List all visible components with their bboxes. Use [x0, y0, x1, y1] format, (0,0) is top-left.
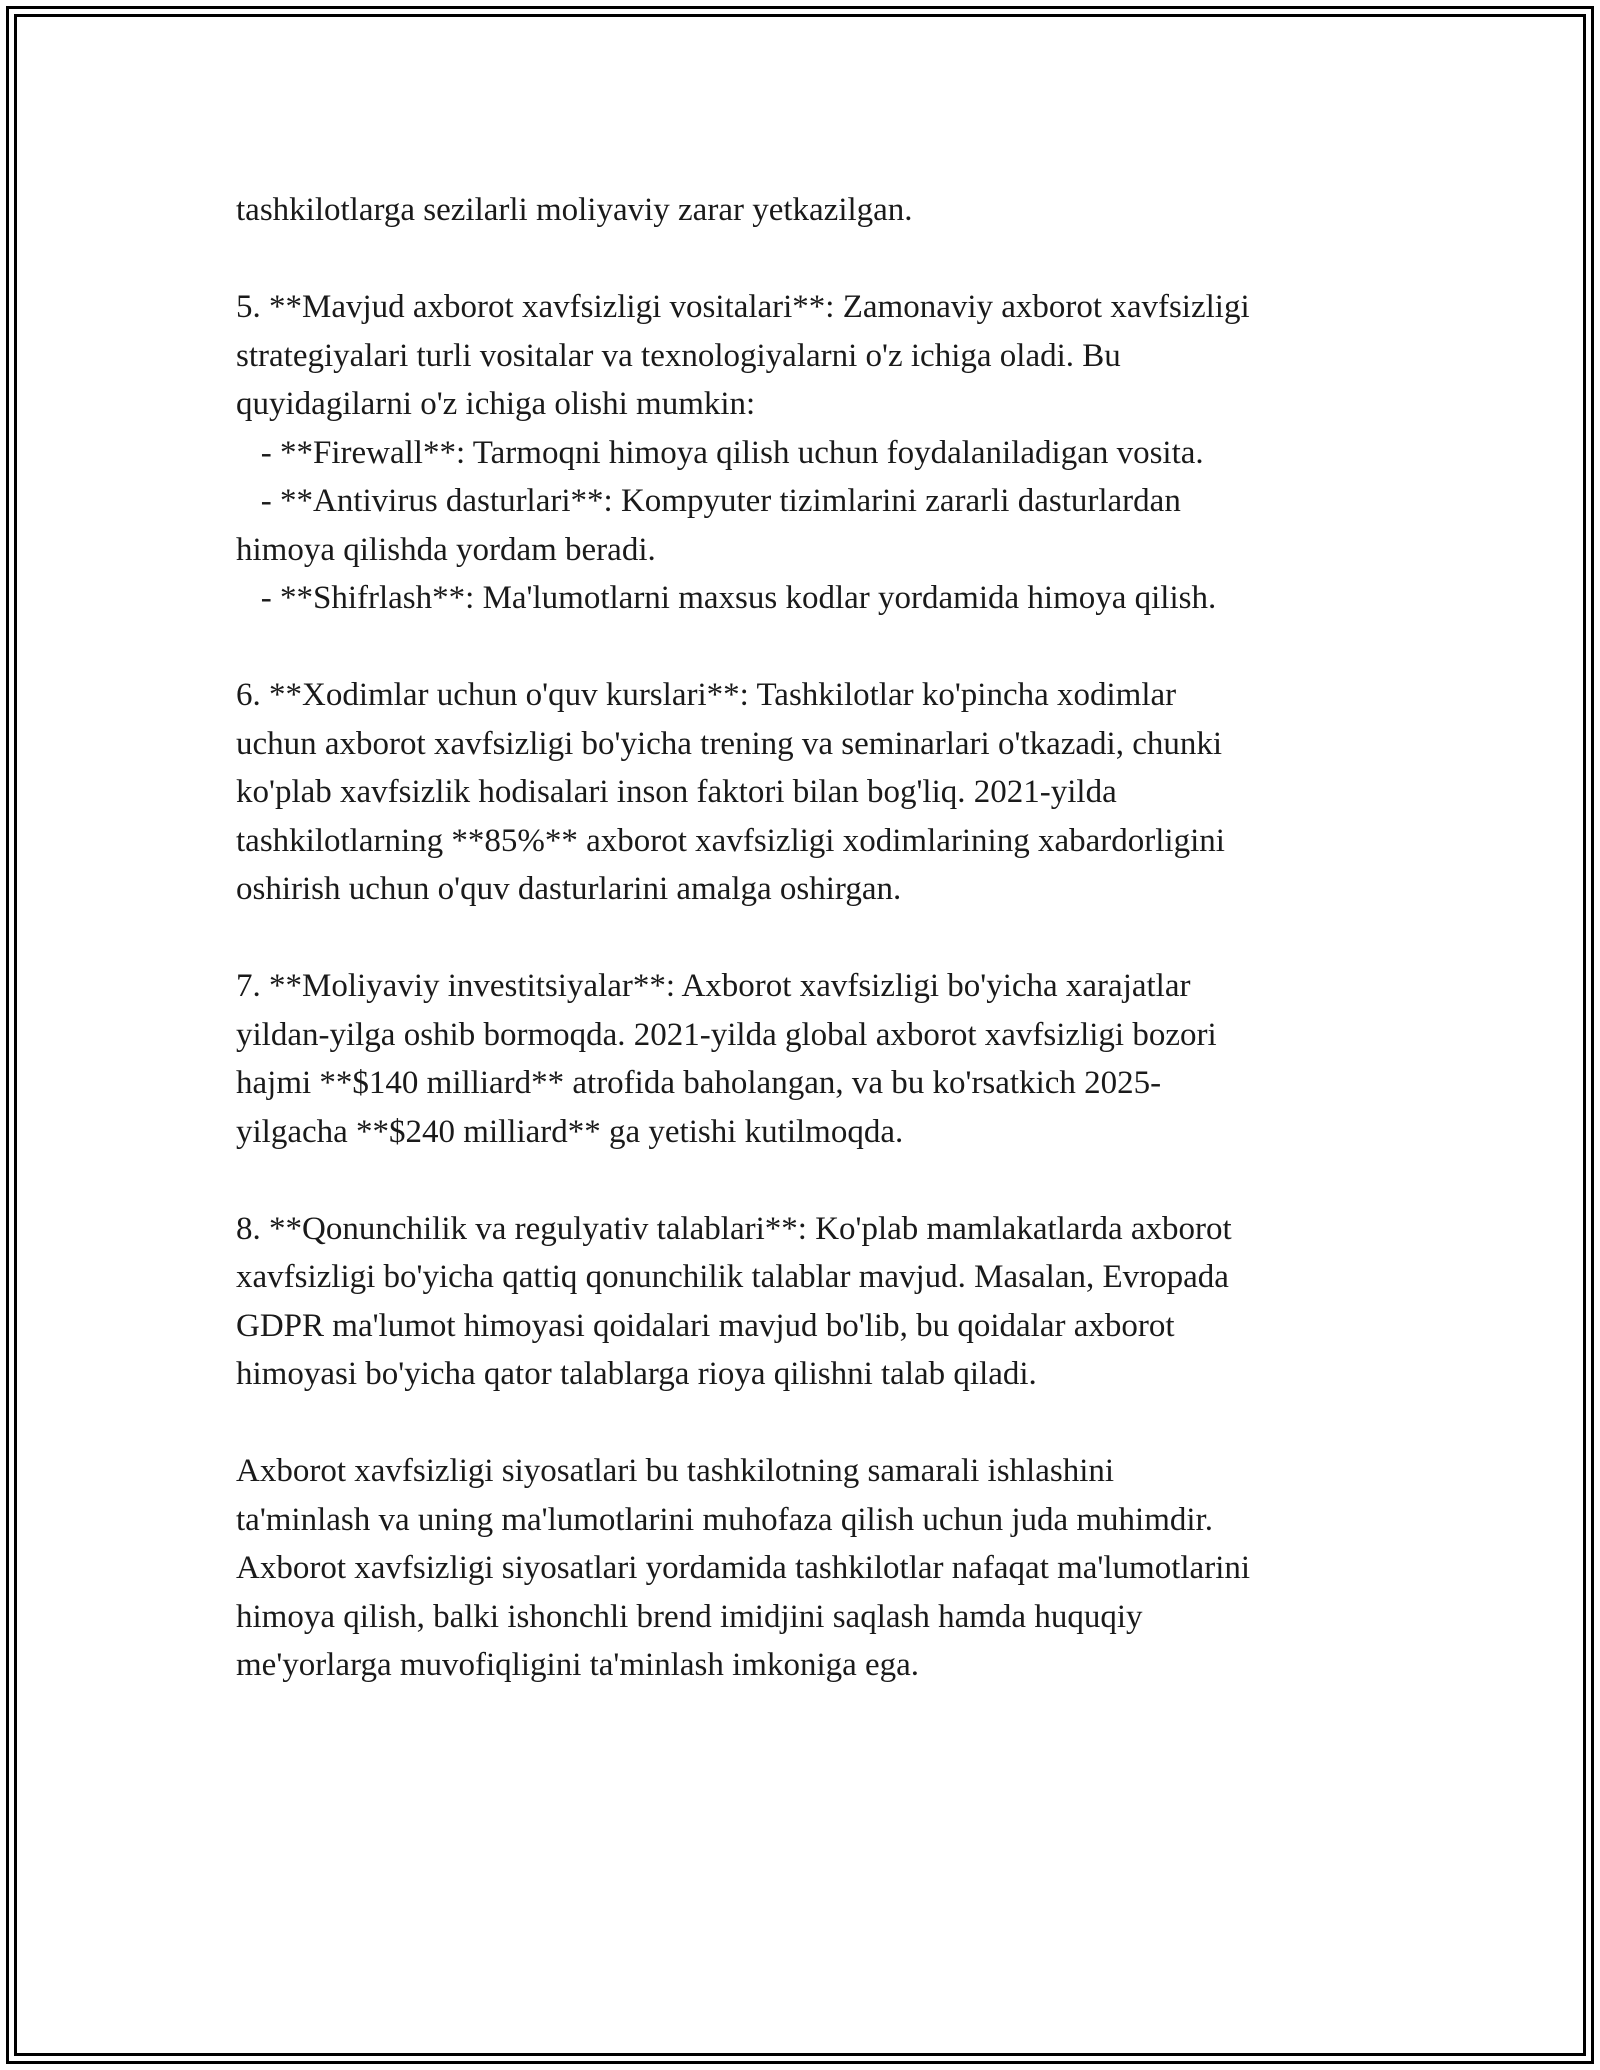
text-line: himoya qilish, balki ishonchli brend imidjini saqlash hamda huquqiy	[236, 1598, 1143, 1635]
text-line: - **Antivirus dasturlari**: Kompyuter tizimlarini zararli dasturlardan	[236, 483, 1181, 519]
text-line: himoya qilishda yordam beradi.	[236, 531, 656, 568]
text-line: ko'plab xavfsizlik hodisalari inson faktori bilan bog'liq. 2021-yilda	[236, 774, 1117, 810]
text-line: - **Firewall**: Tarmoqni himoya qilish uchun foydalaniladigan vosita.	[236, 434, 1204, 471]
document-body	[236, 186, 1386, 1738]
text-line: yildan-yilga oshib bormoqda. 2021-yilda global axborot xavfsizligi bozori	[236, 1016, 1217, 1053]
paragraph-intro-tail	[236, 186, 1386, 235]
text-line: tashkilotlarning **85%** axborot xavfsizligi xodimlarining xabardorligini	[236, 822, 1225, 859]
paragraph-conclusion	[236, 1447, 1386, 1690]
text-line: uchun axborot xavfsizligi bo'yicha trening va seminarlari o'tkazadi, chunki	[236, 725, 1223, 762]
text-line: Axborot xavfsizligi siyosatlari bu tashkilotning samarali ishlashini	[236, 1453, 1115, 1489]
text-line: me'yorlarga muvofiqligini ta'minlash imkoniga ega.	[236, 1647, 920, 1683]
text-line: strategiyalari turli vositalar va texnologiyalarni o'z ichiga oladi. Bu	[236, 337, 1121, 374]
paragraph-section-8	[236, 1205, 1386, 1399]
text-line: 5. **Mavjud axborot xavfsizligi vositalari**: Zamonaviy axborot xavfsizligi	[236, 289, 1250, 325]
text-line: - **Shifrlash**: Ma'lumotlarni maxsus kodlar yordamida himoya qilish.	[236, 580, 1217, 616]
text-line: 8. **Qonunchilik va regulyativ talablari**: Ko'plab mamlakatlarda axborot	[236, 1210, 1232, 1247]
text-line: GDPR ma'lumot himoyasi qoidalari mavjud bo'lib, bu qoidalar axborot	[236, 1307, 1175, 1344]
text-line: Axborot xavfsizligi siyosatlari yordamida tashkilotlar nafaqat ma'lumotlarini	[236, 1550, 1251, 1586]
paragraph-section-7	[236, 962, 1386, 1156]
text-line: 7. **Moliyaviy investitsiyalar**: Axborot xavfsizligi bo'yicha xarajatlar	[236, 968, 1191, 1004]
paragraph-section-5	[236, 283, 1386, 623]
text-line: ta'minlash va uning ma'lumotlarini muhofaza qilish uchun juda muhimdir.	[236, 1501, 1213, 1538]
text-line: tashkilotlarga sezilarli moliyaviy zarar yetkazilgan.	[236, 192, 913, 228]
text-line: quyidagilarni o'z ichiga olishi mumkin:	[236, 386, 756, 422]
text-line: xavfsizligi bo'yicha qattiq qonunchilik talablar mavjud. Masalan, Evropada	[236, 1259, 1229, 1295]
paragraph-section-6	[236, 671, 1386, 914]
text-line: hajmi **$140 milliard** atrofida baholangan, va bu ko'rsatkich 2025-	[236, 1065, 1162, 1101]
text-line: yilgacha **$240 milliard** ga yetishi kutilmoqda.	[236, 1113, 904, 1150]
text-line: 6. **Xodimlar uchun o'quv kurslari**: Tashkilotlar ko'pincha xodimlar	[236, 677, 1177, 713]
text-line: oshirish uchun o'quv dasturlarini amalga oshirgan.	[236, 871, 902, 907]
text-line: himoyasi bo'yicha qator talablarga rioya qilishni talab qiladi.	[236, 1356, 1037, 1392]
